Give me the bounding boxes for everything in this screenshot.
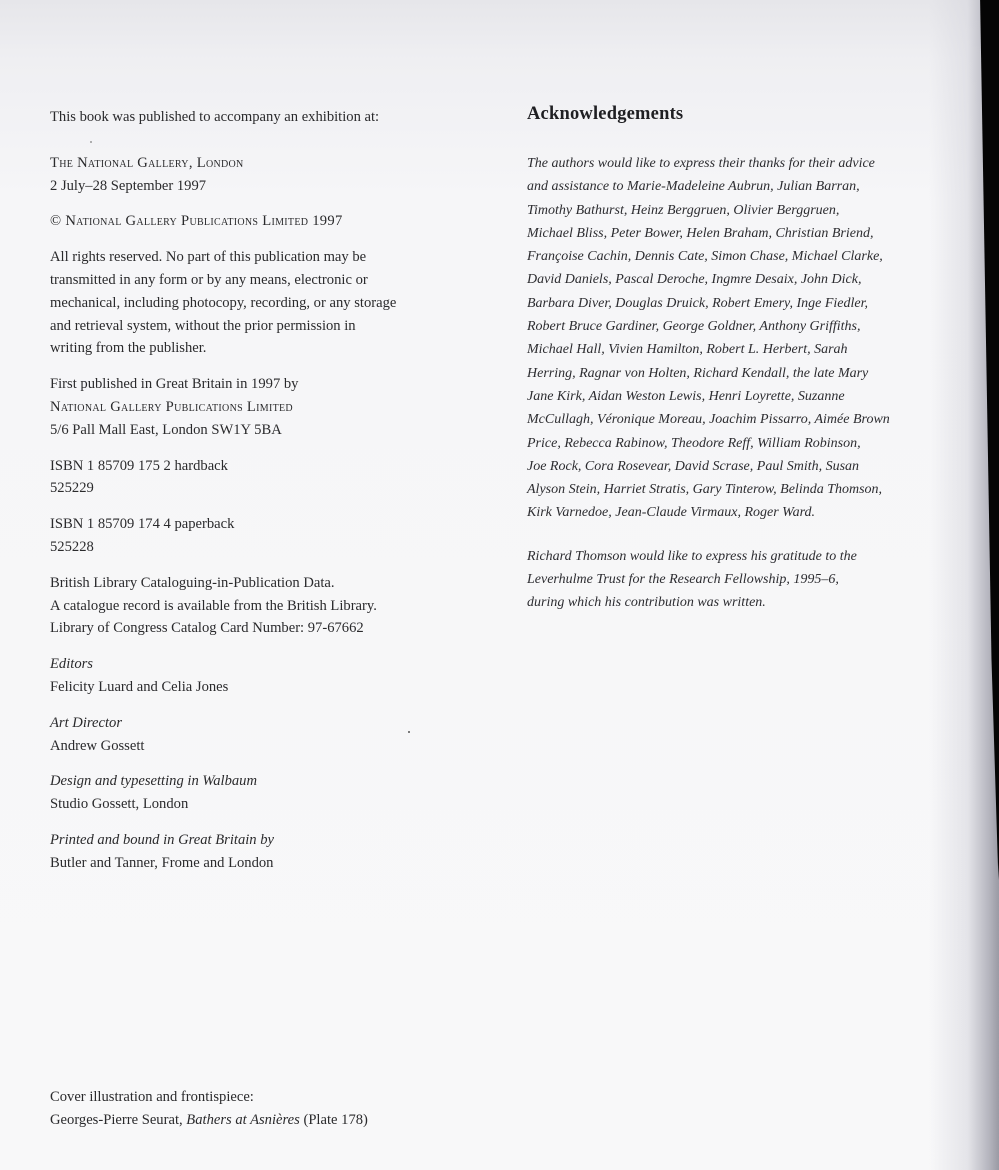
isbn-paperback: ISBN 1 85709 174 4 paperback [50, 516, 235, 533]
ack-line: Herring, Ragnar von Holten, Richard Kendall, the late Mary [527, 365, 869, 381]
rights-line: mechanical, including photocopy, recording, or any storage [50, 294, 397, 311]
ack-line: The authors would like to express their thanks for their advice [527, 156, 875, 171]
cataloguing-line: British Library Cataloguing-in-Publication Data. [50, 574, 335, 591]
ack-line: McCullagh, Véronique Moreau, Joachim Pissarro, Aimée Brown [527, 412, 890, 428]
ack-line: Michael Bliss, Peter Bower, Helen Braham, Christian Briend, [527, 225, 874, 241]
cover-label: Cover illustration and frontispiece: [50, 1089, 254, 1105]
cataloguing-line: A catalogue record is available from the British Library. [50, 597, 377, 614]
ack-line: Barbara Diver, Douglas Druick, Robert Emery, Inge Fiedler, [527, 295, 868, 311]
ack-line: during which his contribution was written. [527, 595, 766, 611]
ack-line: Timothy Bathurst, Heinz Berggruen, Olivier Berggruen, [527, 202, 840, 218]
isbn-hardback: ISBN 1 85709 175 2 hardback [50, 457, 228, 474]
dates-text: 2 July–28 September 1997 [50, 177, 207, 194]
acknowledgements-title: Acknowledgements [527, 104, 684, 124]
copyright-block [50, 210, 470, 233]
ack-line: and assistance to Marie-Madeleine Aubrun, Julian Barran, [527, 179, 860, 195]
ack-line: Alyson Stein, Harriet Stratis, Gary Tinterow, Belinda Thomson, [527, 482, 883, 498]
rights-line: transmitted in any form or by any means, electronic or [50, 271, 368, 288]
ack-line: Robert Bruce Gardiner, George Goldner, Anthony Griffiths, [527, 319, 861, 335]
credit-role: Printed and bound in Great Britain by [50, 831, 275, 848]
credit-role: Art Director [50, 714, 123, 731]
cover-title: Bathers at Asnières [186, 1111, 300, 1128]
rights-line: writing from the publisher. [50, 340, 207, 357]
ack-line: Françoise Cachin, Dennis Cate, Simon Chase, Michael Clarke, [527, 249, 883, 265]
rights-line: All rights reserved. No part of this publication may be [50, 249, 367, 266]
ack-line: Price, Rebecca Rabinow, Theodore Reff, William Robinson, [527, 435, 861, 451]
isbn-paperback-block [50, 513, 470, 559]
rights-line: and retrieval system, without the prior permission in [50, 317, 356, 334]
acknowledgements-body [527, 152, 967, 615]
acknowledgements-paragraph-2 [527, 545, 967, 615]
intro-text: This book was published to accompany an exhibition at: [50, 109, 380, 125]
credit-role: Editors [50, 656, 93, 673]
ack-line: Michael Hall, Vivien Hamilton, Robert L. Herbert, Sarah [527, 342, 848, 358]
publisher-address: 5/6 Pall Mall East, London SW1Y 5BA [50, 421, 282, 438]
credit-editors [50, 653, 470, 699]
credit-name: Butler and Tanner, Frome and London [50, 854, 274, 871]
cover-caption [50, 1109, 510, 1132]
acknowledgements-paragraph-1 [527, 152, 967, 525]
ack-line: Joe Rock, Cora Rosevear, David Scrase, Paul Smith, Susan [527, 458, 860, 474]
ack-line: Kirk Varnedoe, Jean-Claude Virmaux, Roger Ward. [527, 505, 815, 521]
copyright-text: © National Gallery Publications Limited 1997 [50, 213, 343, 230]
ack-line: Jane Kirk, Aidan Weston Lewis, Henri Loyrette, Suzanne [527, 388, 845, 404]
exhibition-intro [50, 106, 470, 129]
rights-block [50, 246, 470, 360]
ack-line: Richard Thomson would like to express his gratitude to the [527, 548, 857, 564]
cover-artist: Georges-Pierre Seurat, [50, 1111, 187, 1128]
acknowledgements-column [527, 100, 967, 615]
credit-name: Andrew Gossett [50, 737, 145, 754]
cover-credit [50, 1086, 510, 1132]
exhibition-venue-block [50, 152, 470, 198]
publisher-block [50, 373, 470, 441]
isbn-paperback-code: 525228 [50, 538, 94, 555]
cataloguing-line: Library of Congress Catalog Card Number: 97-67662 [50, 620, 364, 637]
paper-speck [408, 731, 410, 733]
credit-printer [50, 829, 470, 875]
isbn-hardback-block [50, 455, 470, 501]
ack-line: David Daniels, Pascal Deroche, Ingmre Desaix, John Dick, [527, 272, 862, 288]
publisher-name: National Gallery Publications Limited [50, 398, 293, 415]
first-published-text: First published in Great Britain in 1997 by [50, 376, 299, 393]
venue-text: The National Gallery, London [50, 154, 244, 171]
credit-name: Studio Gossett, London [50, 796, 189, 813]
imprint-column [50, 106, 470, 875]
credit-role: Design and typesetting in Walbaum [50, 773, 257, 790]
isbn-hardback-code: 525229 [50, 480, 94, 497]
cover-plate: (Plate 178) [299, 1111, 368, 1128]
credit-art-director [50, 712, 470, 758]
cataloguing-block [50, 572, 470, 640]
credit-design [50, 770, 470, 816]
credit-name: Felicity Luard and Celia Jones [50, 678, 229, 695]
paper-speck [90, 141, 92, 143]
ack-line: Leverhulme Trust for the Research Fellowship, 1995–6, [527, 572, 839, 588]
